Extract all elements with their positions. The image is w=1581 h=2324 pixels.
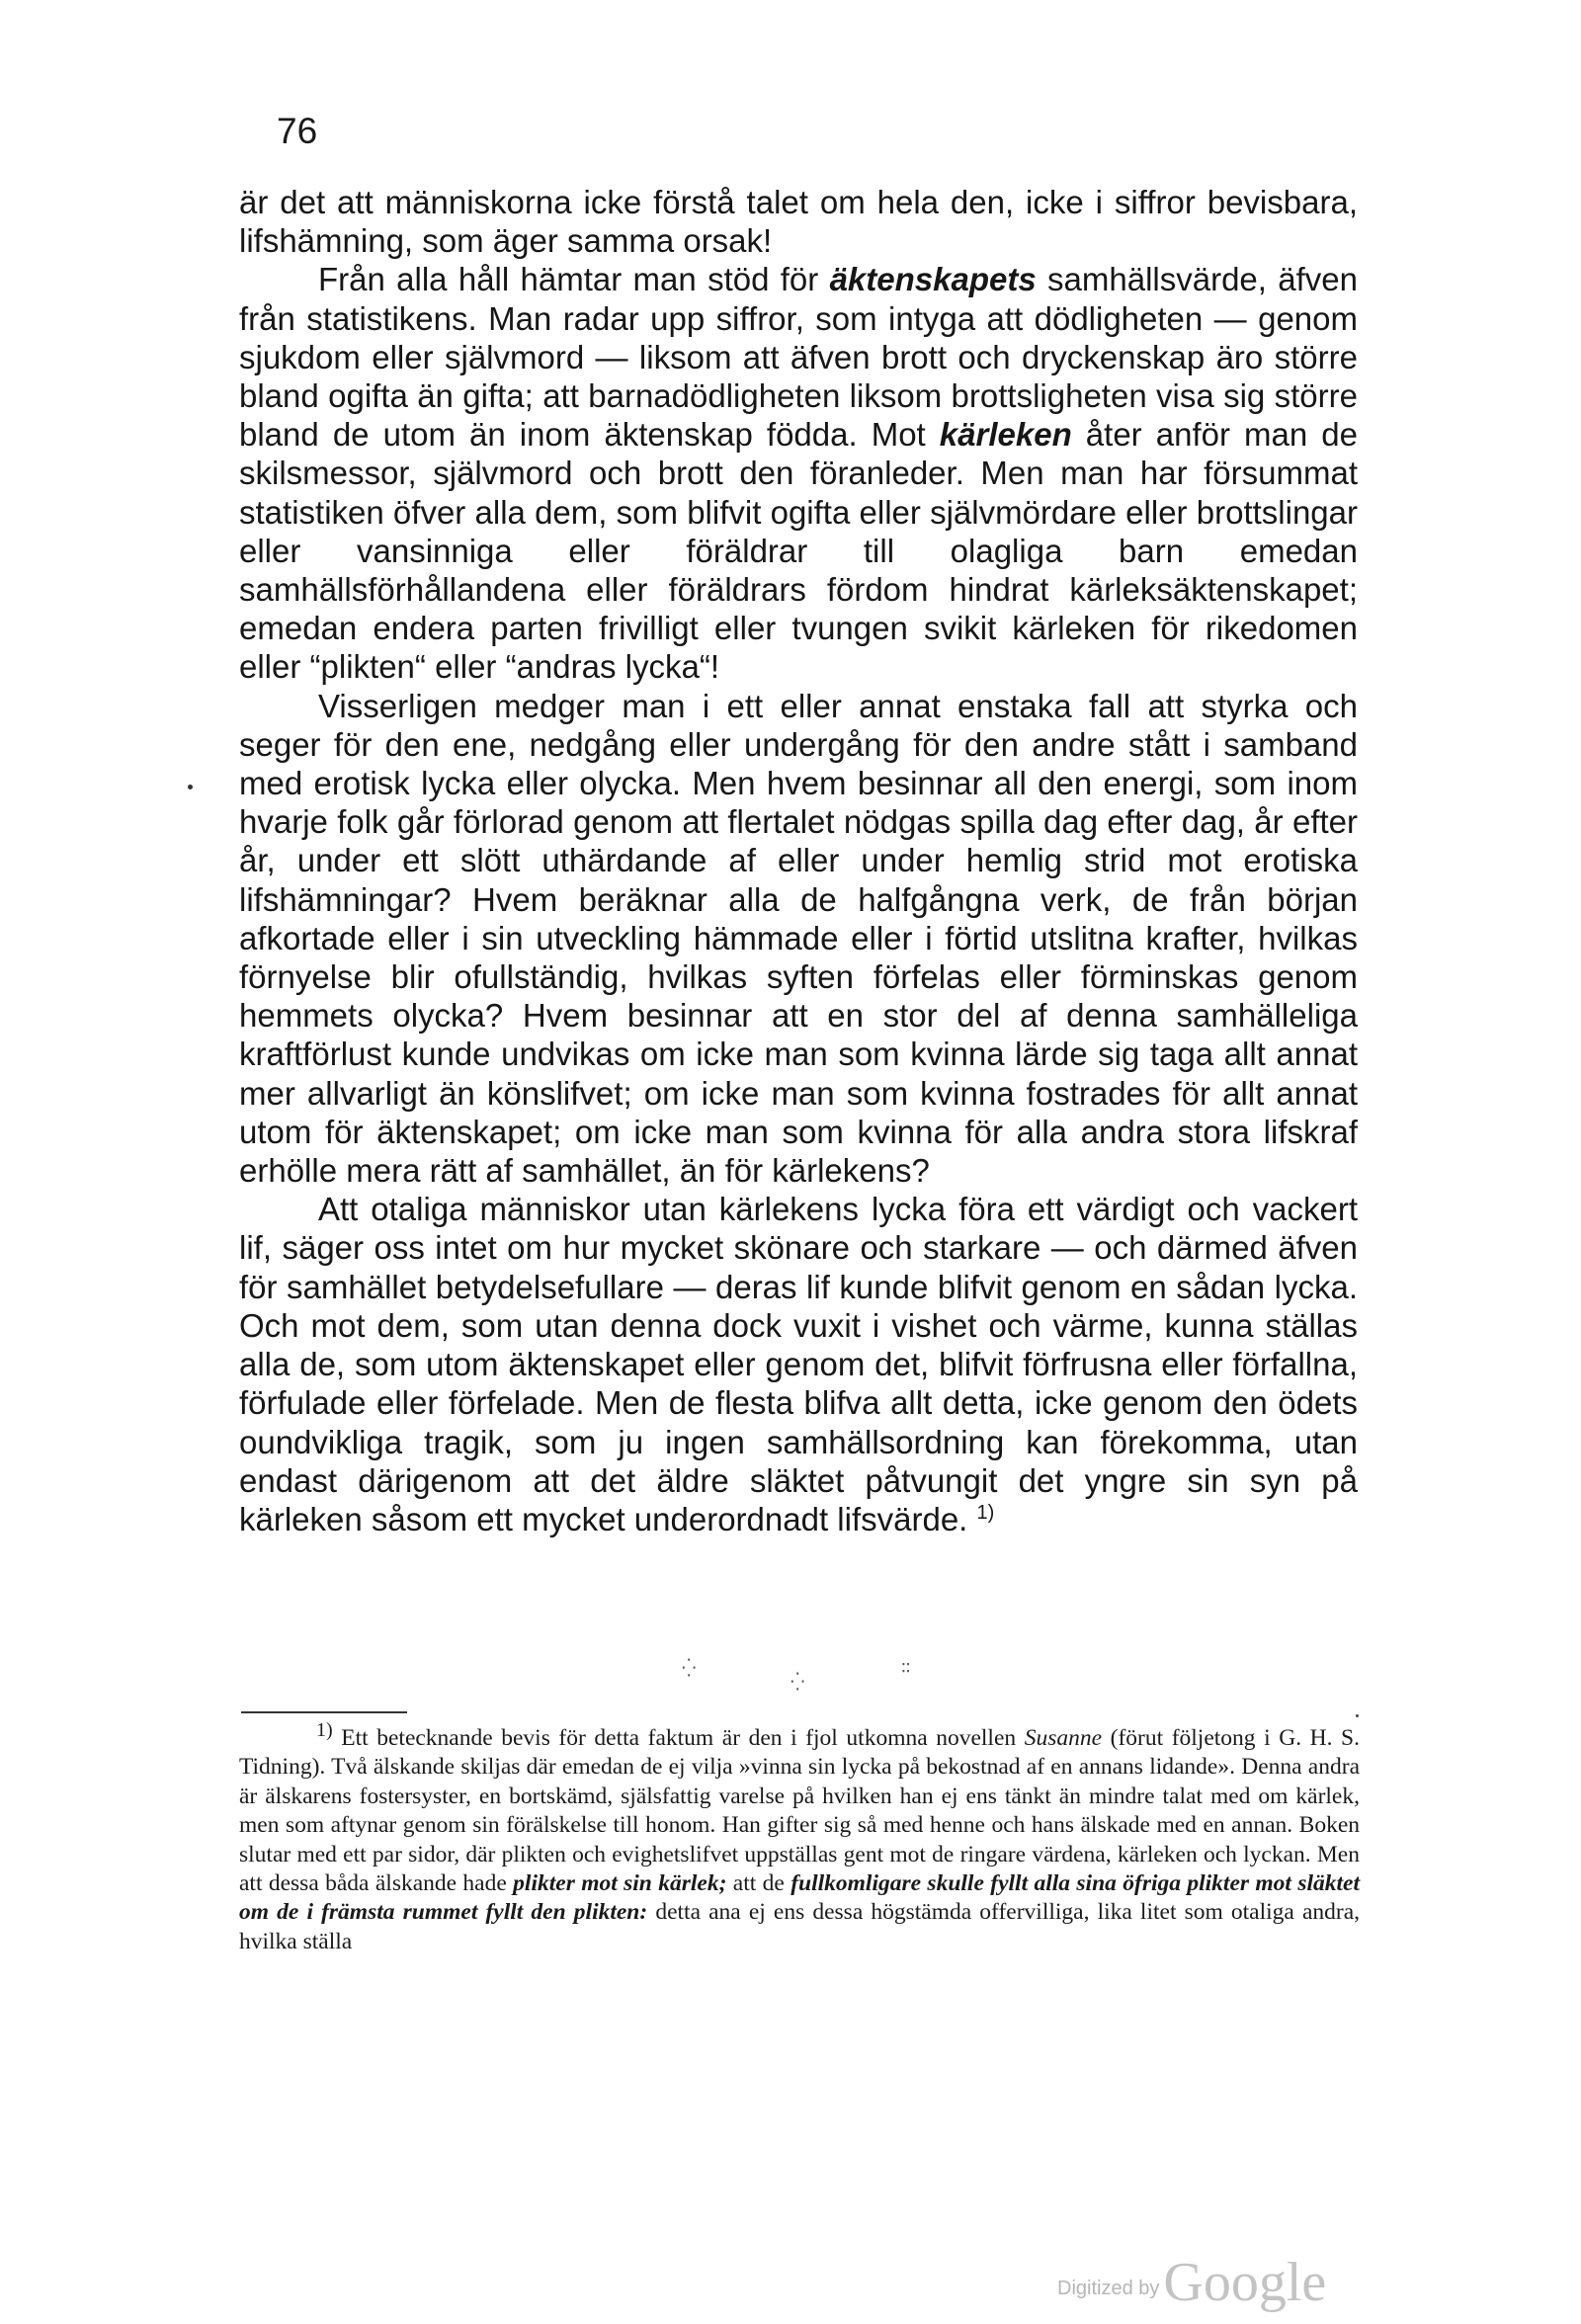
main-text (239, 183, 1358, 1538)
footnote-marker: 1) (316, 1719, 333, 1742)
asterism-mark: ⁛ (682, 1658, 697, 1679)
paragraph-2-text-a: Från alla håll hämtar man stöd för (318, 261, 830, 298)
paragraph-2-text-b: samhällsvärde, äfven från statistikens. Man radar upp siffror, som intyga att dödligheten — genom sjukdom eller självmord — liksom att äfven brott och dryckenskap äro större bland ogifta än gifta; att barnadödligheten liksom brottsligheten visa sig större bland de utom än inom äktenskap födda. Mot (239, 261, 1358, 454)
paragraph-3-text: Visserligen medger man i ett eller annat enstaka fall att styrka och seger för den ene, nedgång eller undergång för den andre stått i samband med erotisk lycka eller olycka. Men hvem besinnar all den energi, som inom hvarje folk går förlorad genom att flertalet nödgas spilla dag efter dag, år efter år, under ett slött uthärdande af eller under hemlig strid mot erotiska lifshämningar? Hvem beräknar alla de halfgångna verk, de från början afkortade eller i sin utveckling hämmade eller i förtid utslitna krafter, hvilkas förnyelse blir ofullständig, hvilkas syften förfelas eller förminskas genom hemmets olycka? Hvem besinnar att en stor del af denna samhälleliga kraftförlust kunde undvikas om icke man som kvinna lärde sig taga allt annat mer allvarligt än könslifvet; om icke man som kvinna fostrades för allt annat utom för äktenskapet; om icke man som kvinna för alla andra stora lifskraf erhölle mera rätt af samhället, än för kärlekens? (239, 687, 1358, 1190)
footnote-divider (241, 1711, 407, 1713)
watermark-prefix: Digitized by (1057, 2278, 1160, 2299)
footnote-emphasis-2: fullkomligare skulle fyllt alla sina öfriga plikter mot släktet om de i främsta rummet fyllt den plikten: (239, 1870, 1360, 1926)
paragraph-2-text-c: åter anför man de skilsmessor, självmord och brott den föranleder. Men man har försummat statistiken öfver alla dem, som blifvit ogifta eller självmördare eller brottslingar eller vansinniga eller föräldrar till olagliga barn emedan samhällsförhållandena eller föräldrars fördom hindrat kärleksäktenskapet; emedan endera parten frivilligt eller tvungen svikit kärleken för rikedomen eller “plikten“ eller “andras lycka“! (239, 416, 1358, 686)
footnote (239, 1719, 1361, 1956)
paragraph-1-text: är det att människorna icke förstå talet om hela den, icke i siffror bevisbara, lifshämning, som äger samma orsak! (239, 184, 1358, 260)
section-marks (0, 1658, 1581, 1698)
digitized-watermark (1057, 2251, 1326, 2314)
paragraph-4 (239, 1190, 1358, 1538)
paragraph-2 (239, 260, 1358, 686)
footnote-text-c: att de (726, 1870, 791, 1897)
paragraph-3 (239, 687, 1358, 1191)
footnote-title-susanne: Susanne (1024, 1725, 1103, 1751)
margin-speck (1356, 1714, 1359, 1717)
page-number: 76 (277, 111, 318, 151)
asterism-mark: ∶∶ (901, 1658, 911, 1679)
paragraph-4-text: Att otaliga människor utan kärlekens lycka föra ett värdigt och vackert lif, säger oss intet om hur mycket skönare och starkare — och därmed äfven för samhället betydelsefullare — deras lif kunde blifvit genom en sådan lycka. Och mot dem, som utan denna dock vuxit i vishet och värme, kunna ställas alla de, som utom äktenskapet eller genom det, blifvit förfrusna eller förfallna, förfulade eller förfelade. Men de flesta blifva allt detta, icke genom den ödets oundvikliga tragik, som ju ingen samhällsordning kan förekomma, utan endast därigenom att det äldre släktet påtvungit det yngre sin syn på kärleken såsom ett mycket underordnadt lifsvärde. (239, 1191, 1358, 1537)
footnote-reference[interactable]: 1) (976, 1501, 995, 1524)
asterism-mark: ⁛ (790, 1672, 805, 1693)
footnote-text-b: (förut följetong i G. H. S. Tidning). Två älskande skiljas där emedan de ej vilja »vinna sin lycka på bekostnad af en annans lidande». Denna andra är älskarens fostersyster, en bortskämd, själsfattig varelse på hvilken han ej ens tänkt än mindre talat med om kärlek, men som aftynar genom sin förälskelse till honom. Han gifter sig så med henne och hans älskade med en annan. Boken slutar med ett par sidor, där plikten och evighetslifvet uppställas gent mot de ringare värdena, kärleken och lyckan. Men att dessa båda älskande hade (239, 1725, 1361, 1897)
paragraph-1 (239, 183, 1358, 260)
emphasis-aktenskapets: äktenskapets (829, 261, 1037, 298)
footnote-text-d: detta ana ej ens dessa högstämda offervilliga, lika litet som otaliga andra, hvilka ställa (239, 1899, 1361, 1954)
footnote-text (239, 1719, 1361, 1956)
google-logo: Google (1163, 2252, 1327, 2313)
footnote-text-a: Ett betecknande bevis för detta faktum är den i fjol utkomna novellen (332, 1725, 1025, 1751)
margin-speck (188, 785, 193, 789)
emphasis-karleken: kärleken (939, 416, 1072, 454)
footnote-emphasis-1: plikter mot sin kärlek; (513, 1870, 727, 1897)
